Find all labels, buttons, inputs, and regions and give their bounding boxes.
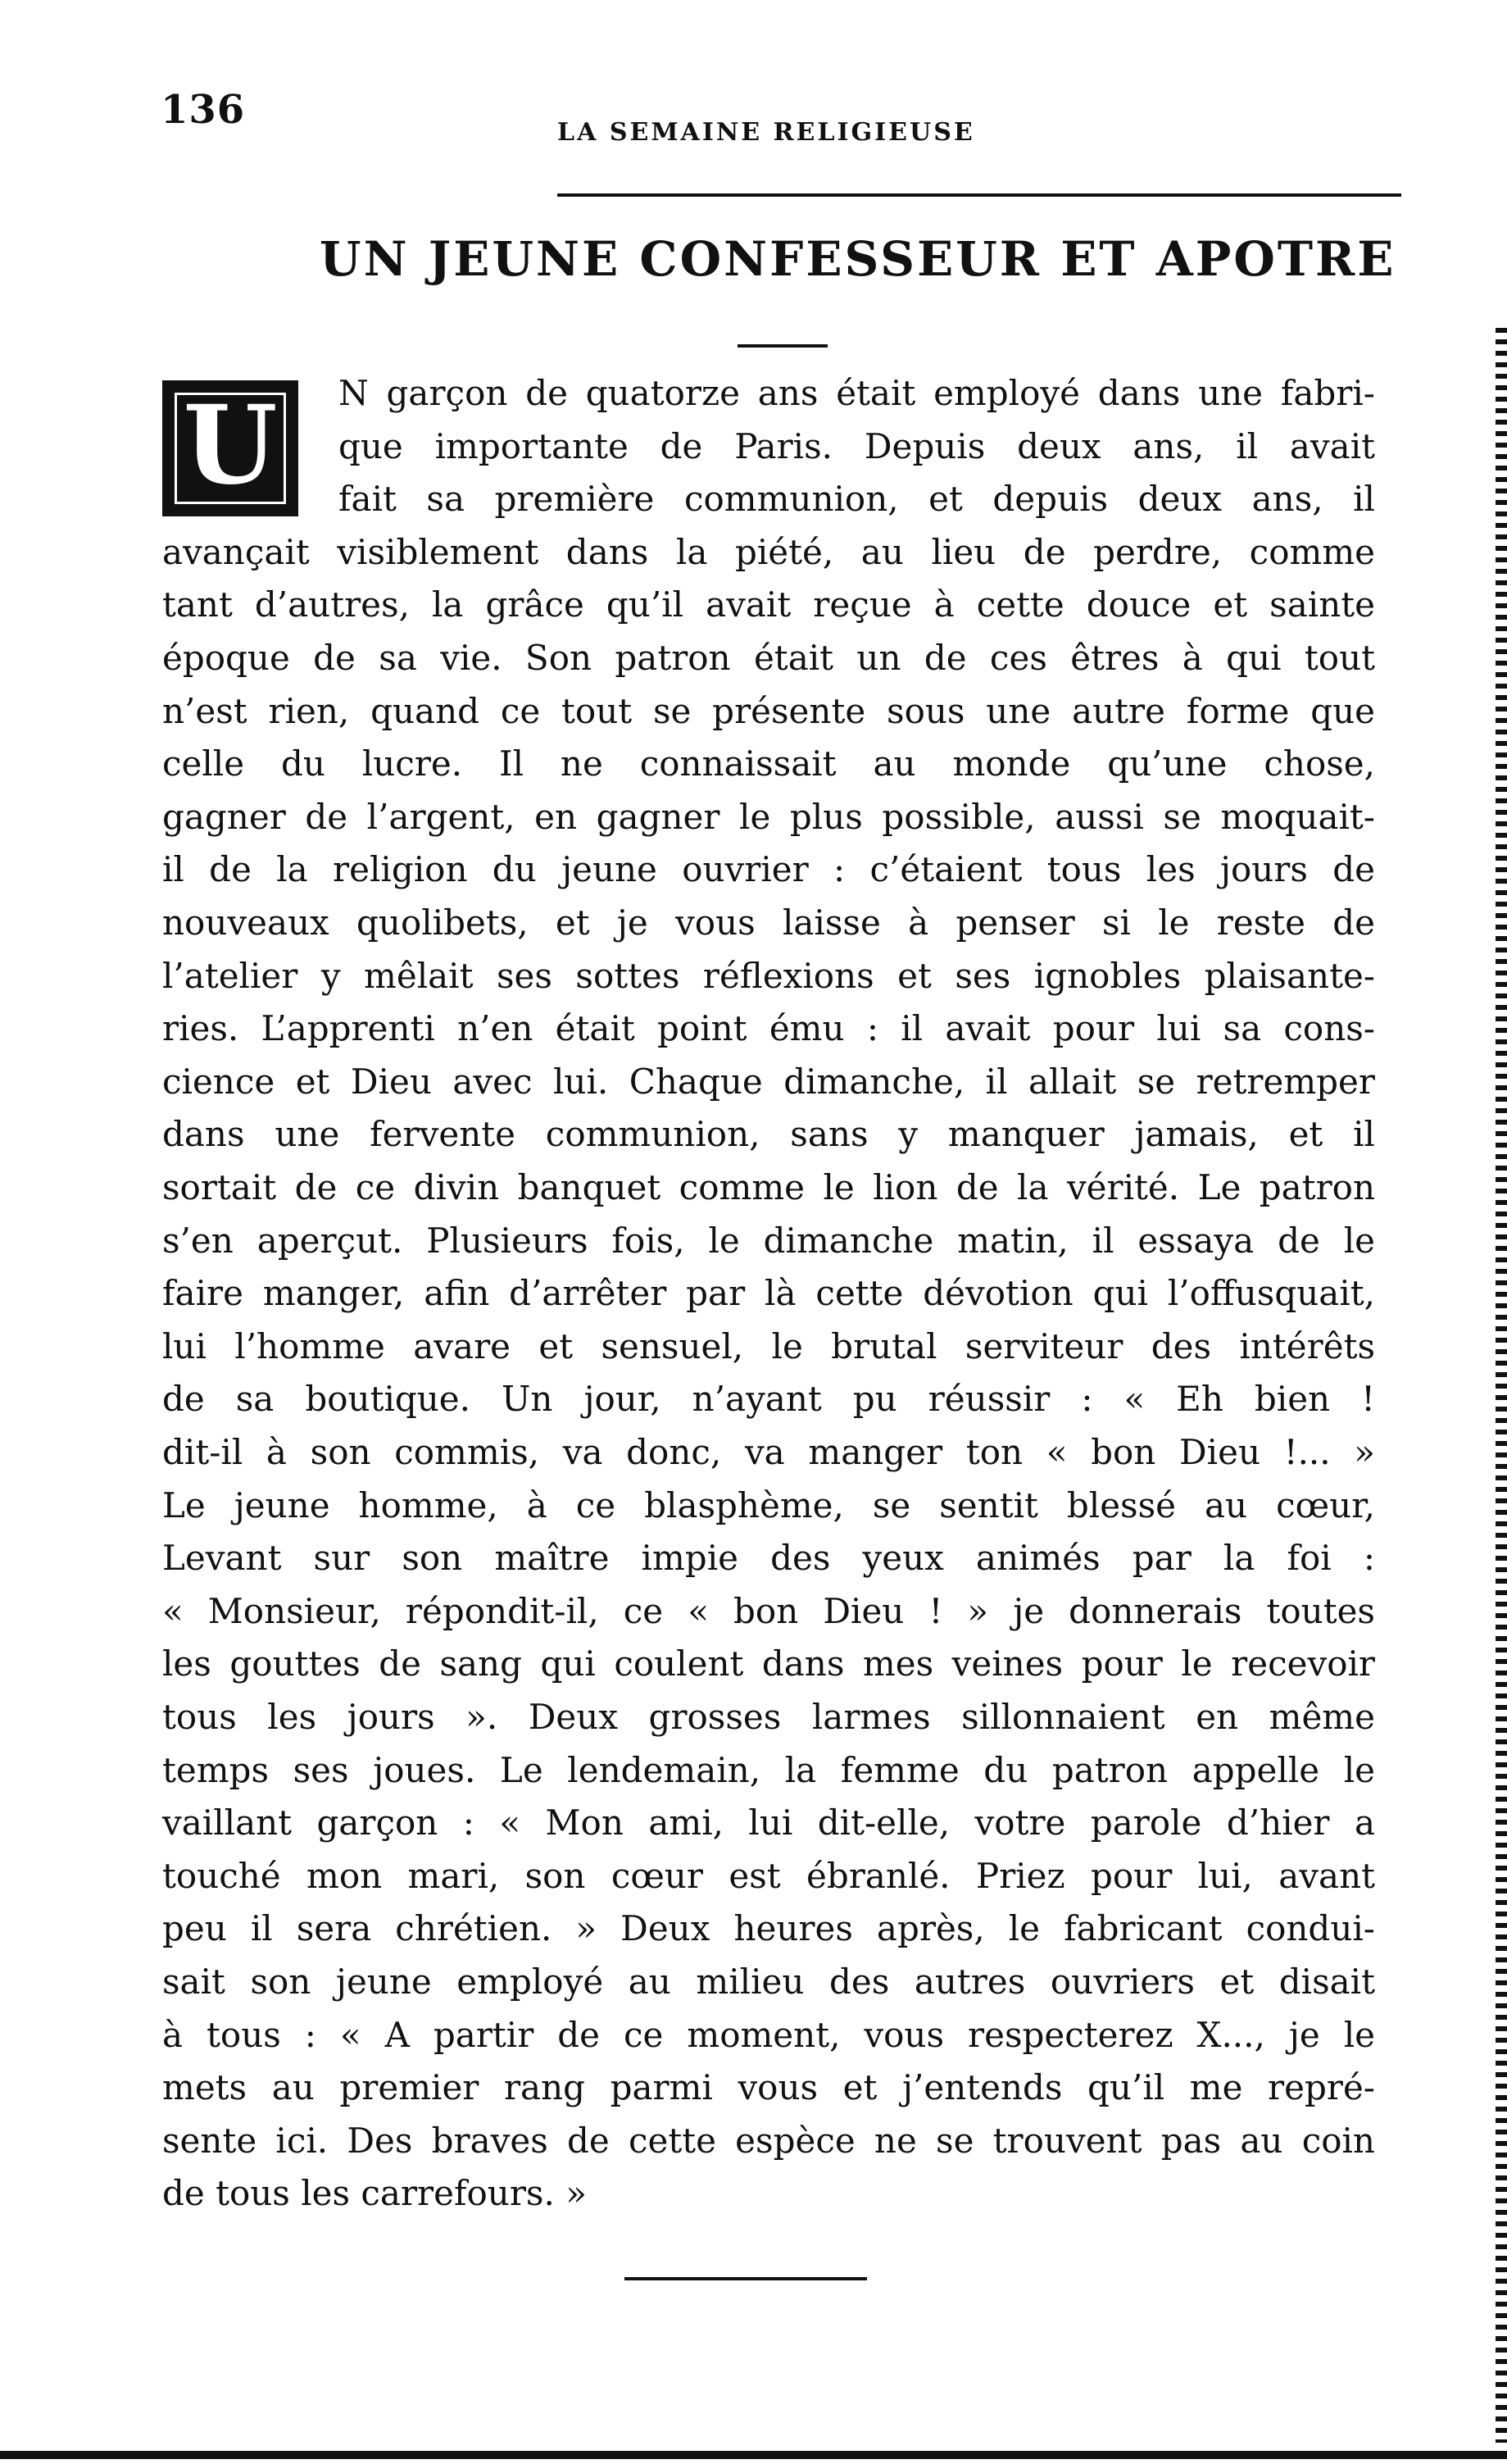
text-line: de sa boutique. Un jour, n’ayant pu réussir : « Eh bien !	[162, 1379, 1375, 1420]
text-line: Levant sur son maître impie des yeux animés par la foi :	[162, 1538, 1375, 1579]
text-line: N garçon de quatorze ans était employé dans une fabri-	[338, 373, 1375, 413]
page-edge-shadow	[1496, 328, 1507, 2443]
text-line: avançait visiblement dans la piété, au lieu de perdre, comme	[162, 531, 1375, 572]
text-line: nouveaux quolibets, et je vous laisse à penser si le reste de	[162, 902, 1375, 943]
text-line: de tous les carrefours. »	[162, 2173, 587, 2214]
text-line: fait sa première communion, et depuis deux ans, il	[338, 479, 1375, 520]
text-line: à tous : « A partir de ce moment, vous respecterez X..., je le	[162, 2014, 1375, 2055]
text-line: « Monsieur, répondit-il, ce « bon Dieu ! » je donnerais toutes	[162, 1590, 1375, 1631]
text-line: tous les jours ». Deux grosses larmes sillonnaient en même	[162, 1697, 1375, 1737]
text-line: les gouttes de sang qui coulent dans mes veines pour le recevoir	[162, 1643, 1375, 1684]
text-line: touché mon mari, son cœur est ébranlé. Priez pour lui, avant	[162, 1855, 1375, 1896]
text-line: faire manger, afin d’arrêter par là cette dévotion qui l’offusquait,	[162, 1273, 1375, 1314]
text-line: cience et Dieu avec lui. Chaque dimanche, il allait se retremper	[162, 1061, 1375, 1102]
text-line: que importante de Paris. Depuis deux ans, il avait	[338, 425, 1375, 466]
text-line: dans une fervente communion, sans y manquer jamais, et il	[162, 1114, 1375, 1155]
text-line: celle du lucre. Il ne connaissait au monde qu’une chose,	[162, 743, 1375, 784]
text-line: sortait de ce divin banquet comme le lion de la vérité. Le patron	[162, 1167, 1375, 1207]
text-line: l’atelier y mêlait ses sottes réflexions et ses ignobles plaisante-	[162, 955, 1375, 996]
end-rule	[624, 2277, 867, 2280]
running-title: LA SEMAINE RELIGIEUSE	[557, 118, 975, 147]
text-line: peu il sera chrétien. » Deux heures après, le fabricant condui-	[162, 1908, 1375, 1949]
text-line: lui l’homme avare et sensuel, le brutal serviteur des intérêts	[162, 1325, 1375, 1366]
scan-bottom-edge	[0, 2451, 1507, 2459]
text-line: dit-il à son commis, va donc, va manger ton « bon Dieu !... »	[162, 1432, 1375, 1472]
page-number: 136	[161, 87, 246, 133]
title-rule	[738, 344, 828, 348]
text-line: temps ses joues. Le lendemain, la femme du patron appelle le	[162, 1749, 1375, 1790]
article-title: UN JEUNE CONFESSEUR ET APOTRE	[320, 231, 1396, 287]
text-line: gagner de l’argent, en gagner le plus possible, aussi se moquait-	[162, 796, 1375, 837]
text-line: sente ici. Des braves de cette espèce ne se trouvent pas au coin	[162, 2120, 1375, 2161]
text-line: mets au premier rang parmi vous et j’entends qu’il me repré-	[162, 2067, 1375, 2108]
text-line: époque de sa vie. Son patron était un de ces êtres à qui tout	[162, 638, 1375, 678]
text-line: sait son jeune employé au milieu des autres ouvriers et disait	[162, 1962, 1375, 2002]
text-line: s’en aperçut. Plusieurs fois, le dimanche matin, il essaya de le	[162, 1220, 1375, 1261]
text-line: ries. L’apprenti n’en était point ému : il avait pour lui sa cons-	[162, 1008, 1375, 1049]
text-line: il de la religion du jeune ouvrier : c’étaient tous les jours de	[162, 849, 1375, 890]
header-rule	[557, 193, 1401, 197]
drop-cap-ornament	[162, 380, 298, 516]
text-line: tant d’autres, la grâce qu’il avait reçue à cette douce et sainte	[162, 584, 1375, 625]
drop-cap-letter: U	[183, 382, 278, 509]
text-line: n’est rien, quand ce tout se présente sous une autre forme que	[162, 690, 1375, 731]
text-line: vaillant garçon : « Mon ami, lui dit-elle, votre parole d’hier a	[162, 1803, 1375, 1843]
text-line: Le jeune homme, à ce blasphème, se sentit blessé au cœur,	[162, 1484, 1375, 1525]
